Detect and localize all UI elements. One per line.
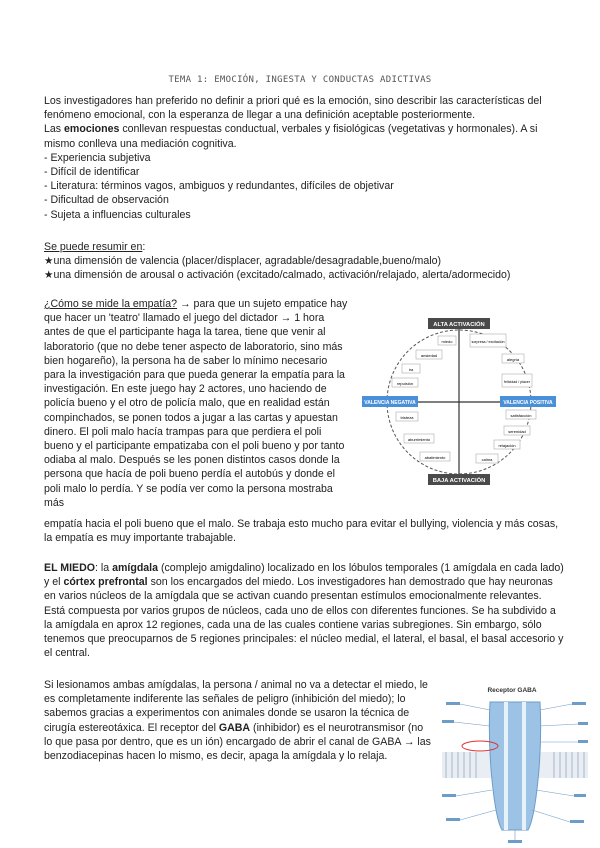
amygdala-term: amígdala [112, 562, 159, 574]
circumplex-diagram [362, 316, 556, 488]
list-item: - Dificultad de observación [44, 194, 169, 207]
summary-item: ★una dimensión de arousal o activación (excitado/calmado, activación/relajado, alerta/adormecido) [44, 269, 511, 282]
summary-item: ★una dimensión de valencia (placer/displacer, agradable/desagradable,bueno/malo) [44, 255, 442, 268]
emotion-word: miedo [441, 339, 453, 344]
bl-quadrant-words [396, 412, 450, 461]
list-item: - Sujeta a influencias culturales [44, 208, 191, 221]
intro-text-1: Los investigadores han preferido no definir a priori qué es la emoción, sino describir las características del fenómeno emocional, con la esperanza de llegar a una definición aceptable posteriormente. [44, 95, 542, 122]
emotion-word: abatimiento [424, 455, 446, 460]
emotion-word: serenidad [508, 429, 526, 434]
emotion-word: felicidad / placer [504, 380, 530, 384]
page-title: TEMA 1: EMOCIÓN, INGESTA Y CONDUCTAS ADICTIVAS [168, 75, 432, 85]
emotion-word: aburrimiento [407, 437, 431, 442]
intro-paragraph [44, 94, 559, 222]
emotion-word: relajación [498, 443, 516, 448]
tl-quadrant-words [392, 336, 456, 387]
empathy-paragraph-tail: empatía hacia el poli bueno que el malo. Se trabaja esto mucho para evitar el bullying, violencia y más cosas, la empatía es muy importante trabajable. [44, 518, 559, 545]
label-low-activation: BAJA ACTIVACIÓN [432, 478, 486, 484]
empathy-question: ¿Cómo se mide la empatía? [44, 298, 178, 310]
emotion-word: sorpresa / excitación [471, 340, 505, 344]
lesion-paragraph: Si lesionamos ambas amígdalas, la persona / animal no va a detectar el miedo, le es completamente indiferente las señales de peligro (inhibición del miedo); lo sabemos gracias a experimentos con animales donde se usaron la técnica de cirugía estereotáxica. El receptor del GABA (inhibidor) es el neurotransmisor (no lo que pasa por dentro, que es un ión) encargado de abrir el canal de GABA → las benzodiacepinas hacen lo mismo, es decir, apaga la amígdala y lo relaja. [44, 679, 431, 763]
summary-heading: Se puede resumir en: [44, 241, 146, 253]
emotion-word: alegría [506, 357, 520, 362]
cortex-term: córtex prefrontal [63, 576, 148, 589]
br-quadrant-words [476, 410, 536, 463]
emotion-word: satisfacción [510, 413, 532, 418]
gaba-term: GABA [218, 721, 251, 734]
empathy-paragraph: ¿Cómo se mide la empatía? → para que un sujeto empatice hay que hacer un 'teatro' llamado el juego del dictador → 1 hora antes de que el participante haga la tarea, tiene que venir al laboratorio (que no debe tener aspecto de laboratorio, sino más bien hogareño), la persona ha de saber lo mínimo necesario para la investigación para que pueda generar la empatía para la investigación. En este juego hay 2 actores, uno haciendo de policía bueno y el otro de policía malo, que en realidad están compinchados, se ponen todos a jugar a las cartas y apuestan dinero. El poli malo hacía trampas para que perdiera el poli bueno y el participante empatizaba con el poli bueno y por tanto odiaba al malo. Después se les ponen distintos casos donde la persona que hacía de poli bueno perdía el autobús y donde el poli malo lo perdía. Y se podía ver como la persona mostraba más [44, 298, 348, 509]
label-negative-valence: VALENCIA NEGATIVA [364, 400, 416, 406]
list-item: - Difícil de identificar [44, 166, 140, 179]
emotions-term: emociones [64, 123, 120, 136]
emotion-word: ansiedad [420, 353, 438, 358]
list-item: - Experiencia subjetiva [44, 151, 151, 164]
tr-quadrant-words [470, 334, 532, 387]
fear-heading: EL MIEDO [44, 562, 96, 574]
fear-paragraph: EL MIEDO: la amígdala (complejo amigdalino) localizado en los lóbulos temporales (1 amígdala en cada lado) y el córtex prefrontal son los encargados del miedo. Los investigadores han demostrado que hay neuronas en varios núcleos de la amígdala que se activan cuando presentan estímulos emocionalmente relevantes. Está compuesta por varios grupos de núcleos, cada uno de ellos con diferentes funciones. Se ha subdivido a la amígdala en aprox 12 regiones, cada una de las cuales contiene varias subregiones. Sin embargo, sólo tenemos que preocuparnos de 5 regiones principales: el núcleo medial, el lateral, el basal, el basal accesorio y el central. [44, 562, 564, 660]
gaba-receptor-figure [440, 680, 590, 845]
gaba-figure-title: Receptor GABA [487, 687, 537, 694]
intro-text-2: Las emociones conllevan respuestas conductual, verbales y fisiológicas (vegetativas y hormonales). A si mismo conlleva una mediación cognitiva. [44, 123, 538, 150]
emotion-word: repulsión [396, 381, 414, 386]
summary-section [44, 240, 559, 283]
emotion-word: ira [408, 367, 414, 372]
label-positive-valence: VALENCIA POSITIVA [503, 400, 553, 406]
label-high-activation: ALTA ACTIVACIÓN [433, 322, 485, 328]
emotion-word: tristeza [400, 415, 414, 420]
emotion-word: calma [481, 457, 493, 462]
receptor-body [489, 702, 540, 830]
list-item: - Literatura: términos vagos, ambiguos y redundantes, difíciles de objetivar [44, 180, 394, 193]
